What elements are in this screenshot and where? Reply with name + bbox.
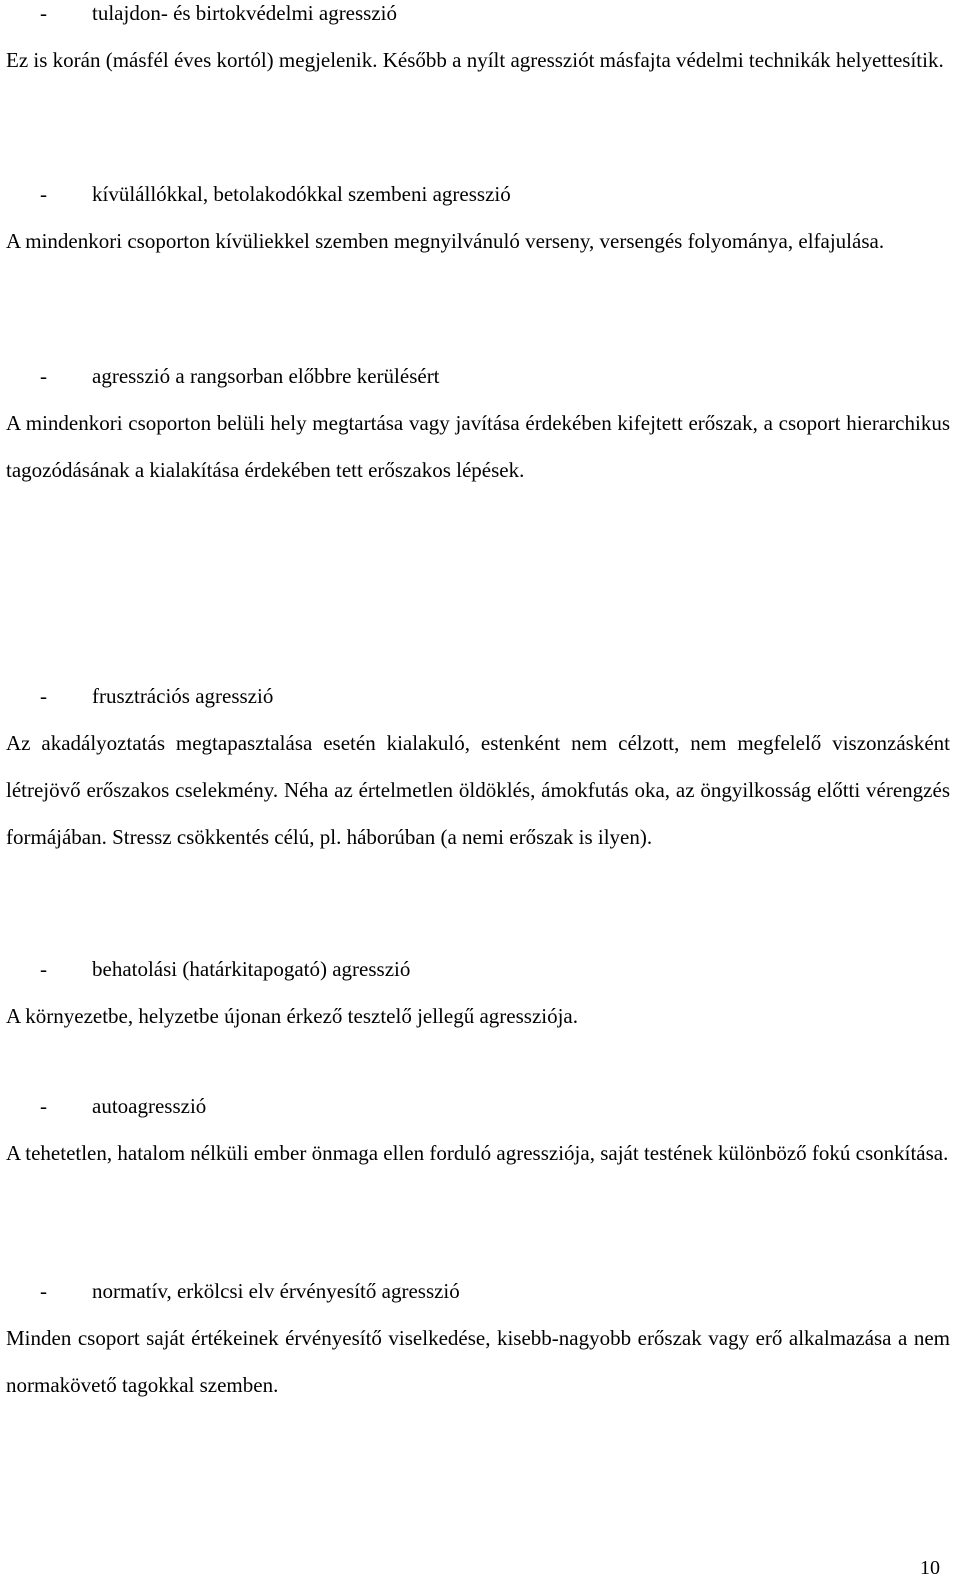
section-normative — [6, 1268, 950, 1409]
section-heading — [6, 0, 950, 37]
section-outsiders — [6, 171, 950, 265]
heading-text: normatív, erkölcsi elv érvényesítő agresszió — [92, 1279, 460, 1303]
section-heading — [6, 171, 950, 218]
section-body: Ez is korán (másfél éves kortól) megjelenik. Később a nyílt agressziót másfajta védelmi technikák helyettesítik. — [6, 48, 944, 72]
section-heading — [6, 1268, 950, 1315]
section-body: A tehetetlen, hatalom nélküli ember önmaga ellen forduló agressziója, saját testének különböző fokú csonkítása. — [6, 1141, 949, 1165]
heading-text: kívülállókkal, betolakodókkal szembeni agresszió — [92, 182, 511, 206]
section-body: Az akadályoztatás megtapasztalása esetén kialakuló, estenként nem célzott, nem megfelelő viszonzásként létrejövő erőszakos cselekmény. Néha az értelmetlen öldöklés, ámokfutás oka, az öngyilkosság előtti vérengzés formájában. Stressz csökkentés célú, pl. háborúban (a nemi erőszak is ilyen). — [6, 731, 950, 849]
heading-text: behatolási (határkitapogató) agresszió — [92, 957, 411, 981]
bullet-dash: - — [40, 957, 47, 981]
bullet-dash: - — [40, 684, 47, 708]
section-body: A mindenkori csoporton belüli hely megtartása vagy javítása érdekében kifejtett erőszak, a csoport hierarchikus tagozódásának a kialakítása érdekében tett erőszakos lépések. — [6, 411, 950, 482]
section-intrusion — [6, 946, 950, 1040]
section-frustration — [6, 673, 950, 861]
section-body: A mindenkori csoporton kívüliekkel szemben megnyilvánuló verseny, versengés folyománya, elfajulása. — [6, 229, 885, 253]
bullet-dash: - — [40, 1279, 47, 1303]
section-heading — [6, 946, 950, 993]
section-rank — [6, 353, 950, 494]
section-heading — [6, 353, 950, 400]
bullet-dash: - — [40, 1094, 47, 1118]
section-autoaggression — [6, 1083, 950, 1177]
heading-text: tulajdon- és birtokvédelmi agresszió — [92, 1, 398, 25]
page-number: 10 — [920, 1557, 940, 1579]
heading-text: agresszió a rangsorban előbbre kerülésért — [92, 364, 440, 388]
section-heading — [6, 1083, 950, 1130]
bullet-dash: - — [40, 364, 47, 388]
bullet-dash: - — [40, 1, 47, 25]
heading-text: frusztrációs agresszió — [92, 684, 274, 708]
section-property-defense — [6, 0, 950, 84]
bullet-dash: - — [40, 182, 47, 206]
section-body: A környezetbe, helyzetbe újonan érkező tesztelő jellegű agressziója. — [6, 1004, 579, 1028]
section-body: Minden csoport saját értékeinek érvényesítő viselkedése, kisebb-nagyobb erőszak vagy erő alkalmazása a nem normakövető tagokkal szemben. — [6, 1326, 950, 1397]
heading-text: autoagresszió — [92, 1094, 207, 1118]
section-heading — [6, 673, 950, 720]
